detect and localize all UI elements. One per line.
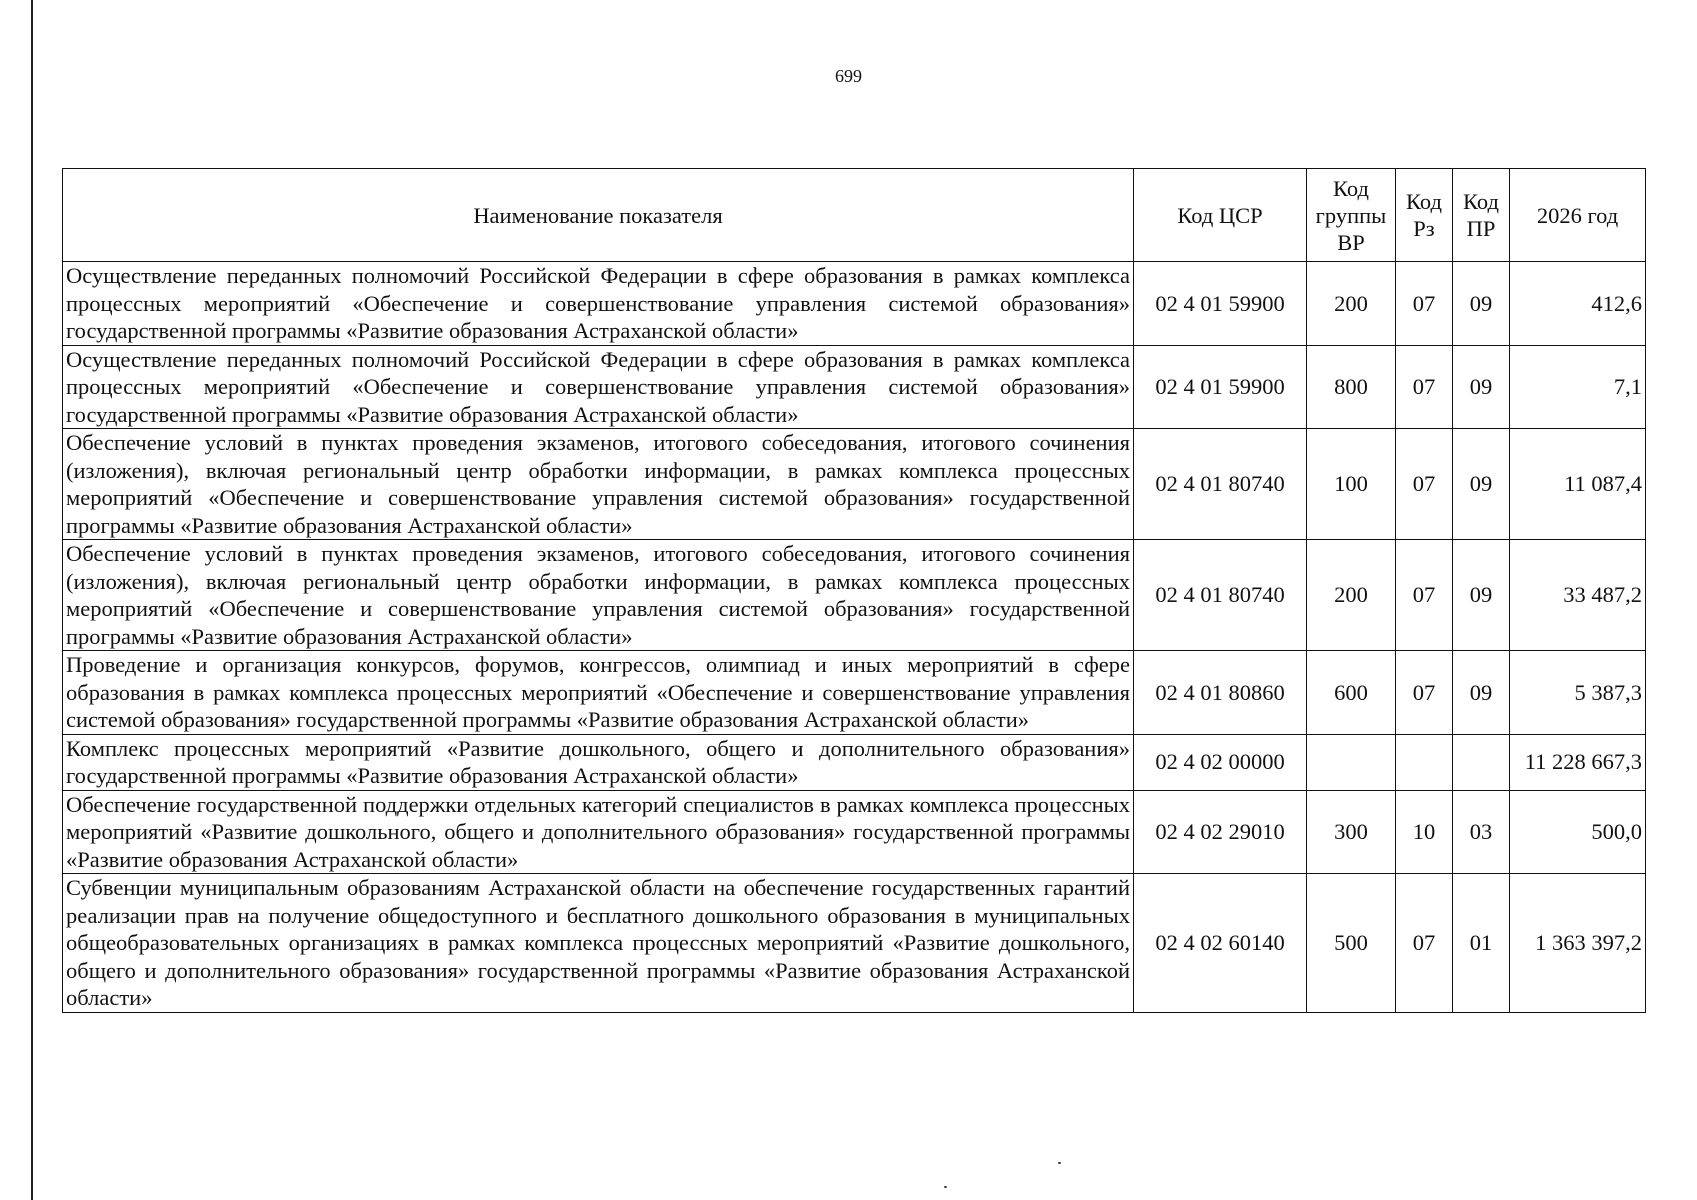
row-amount: 11 087,4 <box>1510 429 1646 540</box>
row-vr-code: 200 <box>1307 262 1396 346</box>
row-vr-code: 800 <box>1307 345 1396 429</box>
binding-edge-line <box>31 0 33 1200</box>
row-amount: 7,1 <box>1510 345 1646 429</box>
row-pr-code: 01 <box>1453 874 1510 1013</box>
table-row <box>63 651 1646 735</box>
row-vr-code: 100 <box>1307 429 1396 540</box>
row-name: Обеспечение условий в пунктах проведения экзаменов, итогового собеседования, итогового сочинения (изложения), включая региональный центр обработки информации, в рамках комплекса процессных мероприятий «Обеспечение и совершенствование управления системой образования» государственной программы «Развитие образования Астраханской области» <box>63 429 1134 540</box>
row-amount: 5 387,3 <box>1510 651 1646 735</box>
row-rz-code: 07 <box>1396 874 1453 1013</box>
row-pr-code: 09 <box>1453 345 1510 429</box>
row-vr-code: 200 <box>1307 540 1396 651</box>
row-pr-code: 09 <box>1453 540 1510 651</box>
row-amount: 11 228 667,3 <box>1510 734 1646 790</box>
header-rz-code: Код Рз <box>1396 169 1453 262</box>
row-csr-code: 02 4 01 59900 <box>1134 262 1307 346</box>
row-csr-code: 02 4 01 80860 <box>1134 651 1307 735</box>
row-amount: 500,0 <box>1510 790 1646 874</box>
row-csr-code: 02 4 01 80740 <box>1134 540 1307 651</box>
row-amount: 33 487,2 <box>1510 540 1646 651</box>
row-vr-code <box>1307 734 1396 790</box>
page-number: 699 <box>835 66 862 86</box>
budget-table <box>62 168 1646 1013</box>
table-row <box>63 345 1646 429</box>
row-pr-code: 09 <box>1453 429 1510 540</box>
table-row <box>63 734 1646 790</box>
row-pr-code <box>1453 734 1510 790</box>
row-name: Осуществление переданных полномочий Российской Федерации в сфере образования в рамках комплекса процессных мероприятий «Обеспечение и совершенствование управления системой образования» государственной программы «Развитие образования Астраханской области» <box>63 345 1134 429</box>
scan-speck <box>944 1186 947 1188</box>
row-csr-code: 02 4 02 29010 <box>1134 790 1307 874</box>
row-pr-code: 09 <box>1453 262 1510 346</box>
table-row <box>63 874 1646 1013</box>
row-vr-code: 600 <box>1307 651 1396 735</box>
row-csr-code: 02 4 02 60140 <box>1134 874 1307 1013</box>
header-vr-group-code: Код группы ВР <box>1307 169 1396 262</box>
table-header-row <box>63 169 1646 262</box>
table-row <box>63 540 1646 651</box>
row-rz-code: 07 <box>1396 345 1453 429</box>
row-rz-code: 07 <box>1396 262 1453 346</box>
scan-speck <box>1058 1162 1061 1164</box>
row-csr-code: 02 4 01 80740 <box>1134 429 1307 540</box>
row-rz-code: 07 <box>1396 651 1453 735</box>
row-name: Проведение и организация конкурсов, форумов, конгрессов, олимпиад и иных мероприятий в сфере образования в рамках комплекса процессных мероприятий «Обеспечение и совершенствование управления системой образования» государственной программы «Развитие образования Астраханской области» <box>63 651 1134 735</box>
row-amount: 412,6 <box>1510 262 1646 346</box>
row-name: Обеспечение условий в пунктах проведения экзаменов, итогового собеседования, итогового сочинения (изложения), включая региональный центр обработки информации, в рамках комплекса процессных мероприятий «Обеспечение и совершенствование управления системой образования» государственной программы «Развитие образования Астраханской области» <box>63 540 1134 651</box>
header-pr-code: Код ПР <box>1453 169 1510 262</box>
row-name: Осуществление переданных полномочий Российской Федерации в сфере образования в рамках комплекса процессных мероприятий «Обеспечение и совершенствование управления системой образования» государственной программы «Развитие образования Астраханской области» <box>63 262 1134 346</box>
header-year-2026: 2026 год <box>1510 169 1646 262</box>
header-csr-code: Код ЦСР <box>1134 169 1307 262</box>
row-rz-code <box>1396 734 1453 790</box>
row-name: Комплекс процессных мероприятий «Развитие дошкольного, общего и дополнительного образования» государственной программы «Развитие образования Астраханской области» <box>63 734 1134 790</box>
row-rz-code: 07 <box>1396 429 1453 540</box>
row-amount: 1 363 397,2 <box>1510 874 1646 1013</box>
row-rz-code: 07 <box>1396 540 1453 651</box>
row-name: Обеспечение государственной поддержки отдельных категорий специалистов в рамках комплекса процессных мероприятий «Развитие дошкольного, общего и дополнительного образования» государственной программы «Развитие образования Астраханской области» <box>63 790 1134 874</box>
header-indicator-name: Наименование показателя <box>63 169 1134 262</box>
row-name: Субвенции муниципальным образованиям Астраханской области на обеспечение государственных гарантий реализации прав на получение общедоступного и бесплатного дошкольного образования в муниципальных общеобразовательных организациях в рамках комплекса процессных мероприятий «Развитие дошкольного, общего и дополнительного образования» государственной программы «Развитие образования Астраханской области» <box>63 874 1134 1013</box>
row-pr-code: 09 <box>1453 651 1510 735</box>
row-pr-code: 03 <box>1453 790 1510 874</box>
row-vr-code: 500 <box>1307 874 1396 1013</box>
row-csr-code: 02 4 01 59900 <box>1134 345 1307 429</box>
table-row <box>63 262 1646 346</box>
table-row <box>63 429 1646 540</box>
table-row <box>63 790 1646 874</box>
row-rz-code: 10 <box>1396 790 1453 874</box>
row-csr-code: 02 4 02 00000 <box>1134 734 1307 790</box>
row-vr-code: 300 <box>1307 790 1396 874</box>
